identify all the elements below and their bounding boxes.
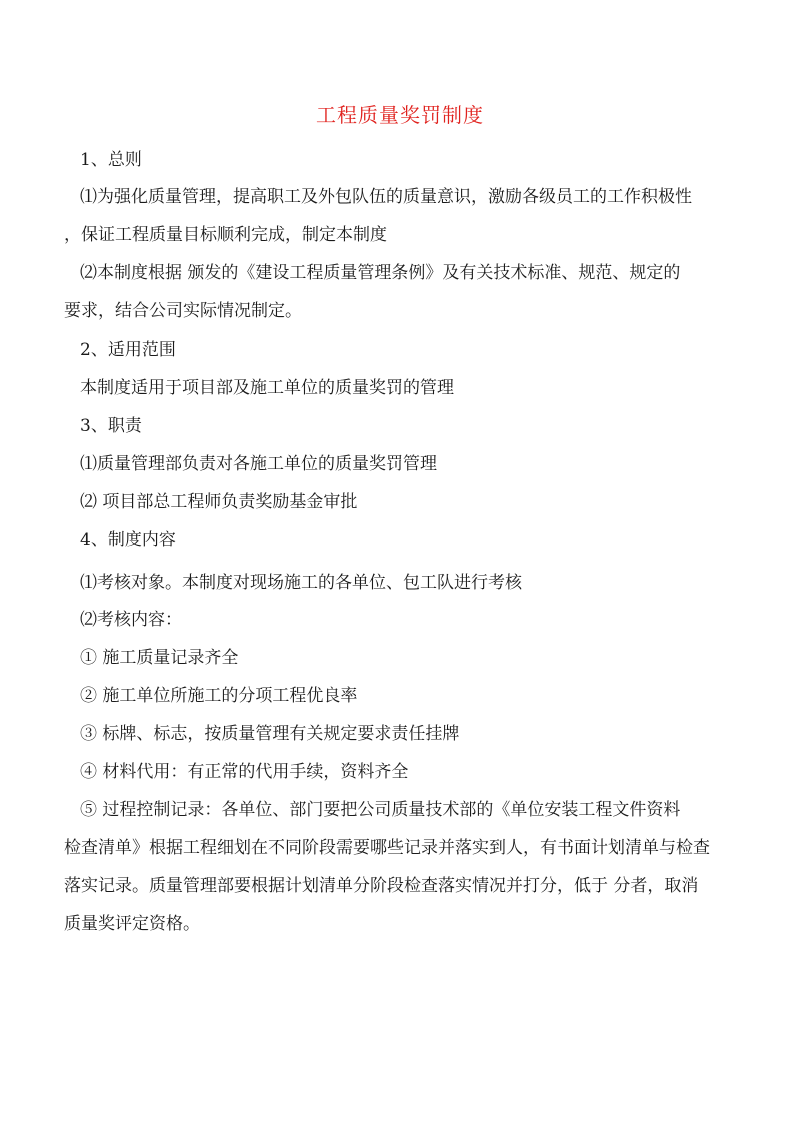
paragraph-line: ⑴为强化质量管理，提高职工及外包队伍的质量意识，激励各级员工的工作积极性 — [80, 187, 692, 207]
paragraph-line: ，保证工程质量目标顺利完成，制定本制度 — [64, 225, 387, 245]
paragraph-line: 检查清单》根据工程细划在不同阶段需要哪些记录并落实到人，有书面计划清单与检查 — [64, 838, 710, 858]
paragraph-line: ⑴考核对象。本制度对现场施工的各单位、包工队进行考核 — [80, 573, 522, 593]
paragraph-line: ⑴质量管理部负责对各施工单位的质量奖罚管理 — [80, 454, 437, 474]
paragraph-line: ⑵本制度根据 颁发的《建设工程质量管理条例》及有关技术标准、规范、规定的 — [80, 263, 681, 283]
section-heading-general: 1、总则 — [80, 150, 142, 170]
paragraph-line: 要求，结合公司实际情况制定。 — [64, 301, 302, 321]
list-item: ① 施工质量记录齐全 — [80, 648, 239, 668]
list-item: ④ 材料代用：有正常的代用手续，资料齐全 — [80, 762, 409, 782]
section-heading-content: 4、制度内容 — [80, 530, 176, 550]
section-heading-duties: 3、职责 — [80, 416, 142, 436]
list-item: ⑤ 过程控制记录：各单位、部门要把公司质量技术部的《单位安装工程文件资料 — [80, 800, 681, 820]
section-heading-scope: 2、适用范围 — [80, 340, 176, 360]
paragraph-line: ⑵ 项目部总工程师负责奖励基金审批 — [80, 492, 358, 512]
list-item: ② 施工单位所施工的分项工程优良率 — [80, 686, 358, 706]
paragraph-line: 落实记录。质量管理部要根据计划清单分阶段检查落实情况并打分，低于 分者，取消 — [64, 876, 699, 896]
paragraph-line: 质量奖评定资格。 — [64, 914, 200, 934]
paragraph-line: ⑵考核内容： — [80, 610, 182, 630]
document-title: 工程质量奖罚制度 — [316, 103, 484, 127]
paragraph-line: 本制度适用于项目部及施工单位的质量奖罚的管理 — [80, 378, 454, 398]
list-item: ③ 标牌、标志，按质量管理有关规定要求责任挂牌 — [80, 724, 460, 744]
